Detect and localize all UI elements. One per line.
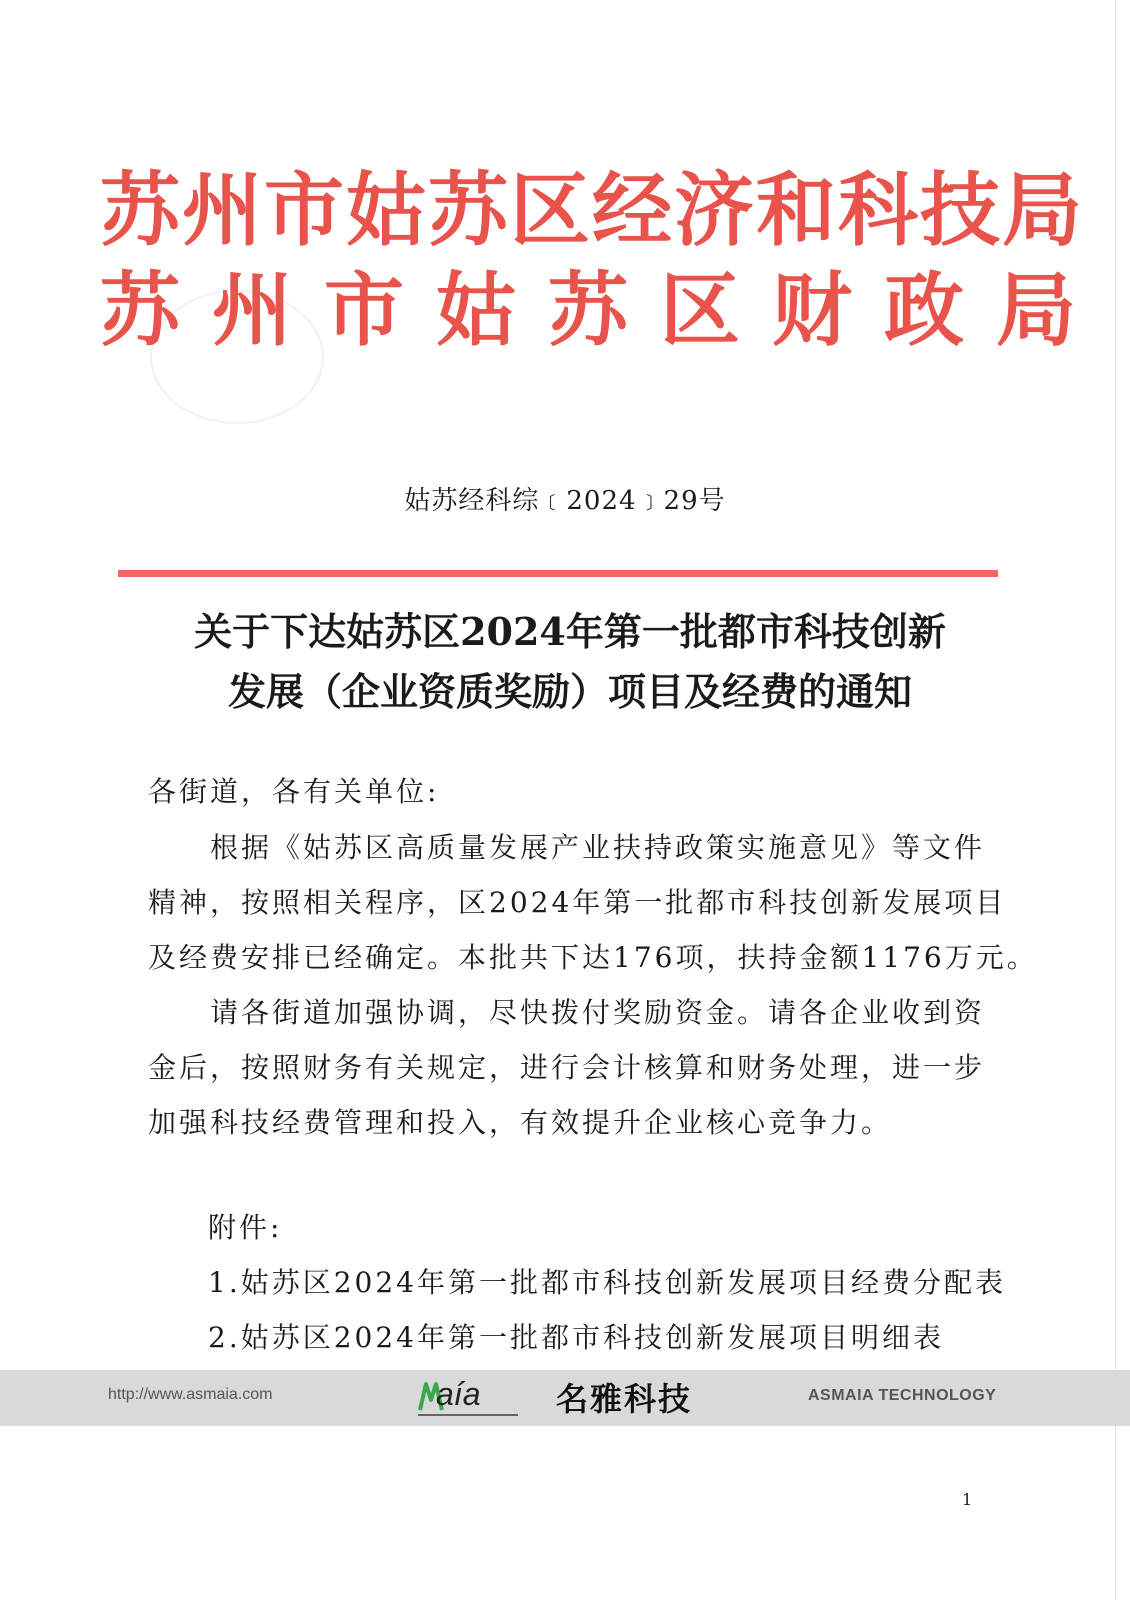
document-number: 姑苏经科综﹝2024﹞29号 <box>404 486 726 516</box>
logo-text: aía <box>436 1376 481 1412</box>
paragraph-1 <box>148 820 1038 985</box>
page-edge <box>1115 0 1116 1600</box>
paragraph-2-line: 金后，按照财务有关规定，进行会计核算和财务处理，进一步 <box>148 1051 986 1084</box>
red-divider-line <box>118 570 998 577</box>
attachment-item: 1.姑苏区2024年第一批都市科技创新发展项目经费分配表 <box>208 1266 1006 1299</box>
paragraph-1-line: 根据《姑苏区高质量发展产业扶持政策实施意见》等文件 <box>148 831 986 864</box>
salutation-text: 各街道，各有关单位: <box>148 775 440 808</box>
watermark-footer-band <box>0 1370 1130 1426</box>
attachments-label: 附件: <box>208 1211 283 1244</box>
paragraph-1-line: 精神，按照相关程序，区2024年第一批都市科技创新发展项目 <box>148 886 1007 919</box>
attachments <box>208 1200 1038 1365</box>
paragraph-1-line: 及经费安排已经确定。本批共下达176项，扶持金额1176万元。 <box>148 941 1038 974</box>
maia-logo <box>418 1376 518 1420</box>
issuer-name-finance-bureau: 苏州市姑苏区财政局 <box>100 263 1108 357</box>
paragraph-2-line: 加强科技经费管理和投入，有效提升企业核心竞争力。 <box>148 1106 893 1139</box>
footer-url[interactable]: http://www.asmaia.com <box>108 1386 273 1403</box>
paragraph-2 <box>148 985 986 1150</box>
brand-name-en: ASMAIA TECHNOLOGY <box>808 1387 997 1404</box>
page-number: 1 <box>962 1490 973 1509</box>
document-header <box>100 160 1108 360</box>
title-line-1: 关于下达姑苏区2024年第一批都市科技创新 <box>194 609 946 654</box>
brand-name-cn: 名雅科技 <box>556 1380 693 1418</box>
title-line-2: 发展（企业资质奖励）项目及经费的通知 <box>227 669 912 714</box>
paragraph-2-line: 请各街道加强协调，尽快拨付奖励资金。请各企业收到资 <box>148 996 986 1029</box>
document-title <box>140 602 1000 722</box>
logo-underline <box>418 1414 518 1416</box>
attachment-item: 2.姑苏区2024年第一批都市科技创新发展项目明细表 <box>208 1321 944 1354</box>
salutation <box>148 764 978 819</box>
issuer-name-economy-tech-bureau: 苏州市姑苏区经济和科技局 <box>100 163 1084 257</box>
